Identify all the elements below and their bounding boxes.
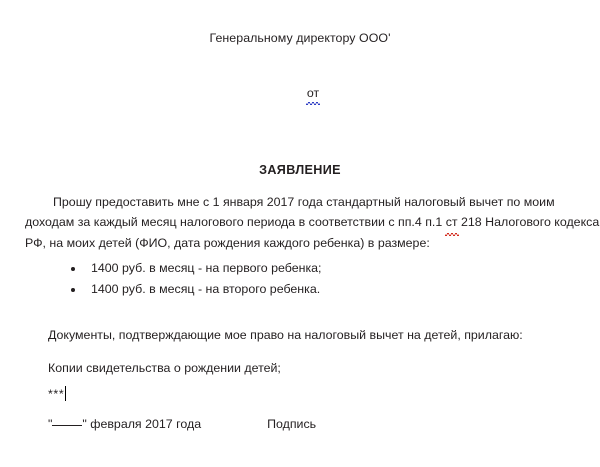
main-paragraph-line-3: РФ, на моих детей (ФИО, дата рождения каждого ребенка) в размере: (25, 235, 430, 250)
date-blank-field[interactable] (52, 425, 82, 426)
main-paragraph (25, 192, 600, 253)
date-line (48, 414, 201, 434)
quote-open: " (48, 417, 53, 431)
list-item (22, 279, 578, 300)
list-item-label: 1400 руб. в месяц - на второго ребенка. (91, 282, 321, 296)
document-title: ЗАЯВЛЕНИЕ (259, 163, 341, 177)
bullet-dot-icon (71, 267, 75, 271)
from-label-misspelled: от (306, 86, 320, 100)
line2-text-after: 218 Налогового кодекса (457, 215, 600, 230)
placeholder-stars-line (48, 384, 66, 404)
line2-text-before: доходам за каждый месяц налогового периода в соответствии с пп.4 п.1 (25, 215, 446, 230)
addressee-line (22, 30, 578, 47)
document-body[interactable] (22, 0, 600, 467)
org-quote-mark: ' (388, 31, 391, 45)
deduction-amounts-list (22, 258, 578, 300)
signature-label: Подпись (267, 417, 317, 431)
attachments-intro-paragraph: Документы, подтверждающие мое право на налоговый вычет на детей, прилагаю: (48, 328, 523, 342)
flagged-word-st: ст (446, 212, 458, 232)
from-line (22, 85, 578, 102)
text-cursor-caret (65, 386, 66, 401)
placeholder-stars-text: *** (48, 387, 65, 401)
list-item (22, 258, 578, 279)
bullet-dot-icon (71, 288, 75, 292)
main-paragraph-line-2 (25, 212, 600, 232)
main-paragraph-line-1: Прошу предоставить мне с 1 января 2017 года стандартный налоговый вычет по моим (53, 195, 555, 209)
signature-row (48, 414, 588, 434)
list-item-label: 1400 руб. в месяц - на первого ребенка; (91, 261, 322, 275)
date-rest: февраля 2017 года (86, 417, 202, 431)
quote-close: " (82, 417, 87, 431)
attachments-item-paragraph: Копии свидетельства о рождении детей; (48, 361, 281, 375)
addressee-text: Генеральному директору ООО (209, 31, 389, 45)
